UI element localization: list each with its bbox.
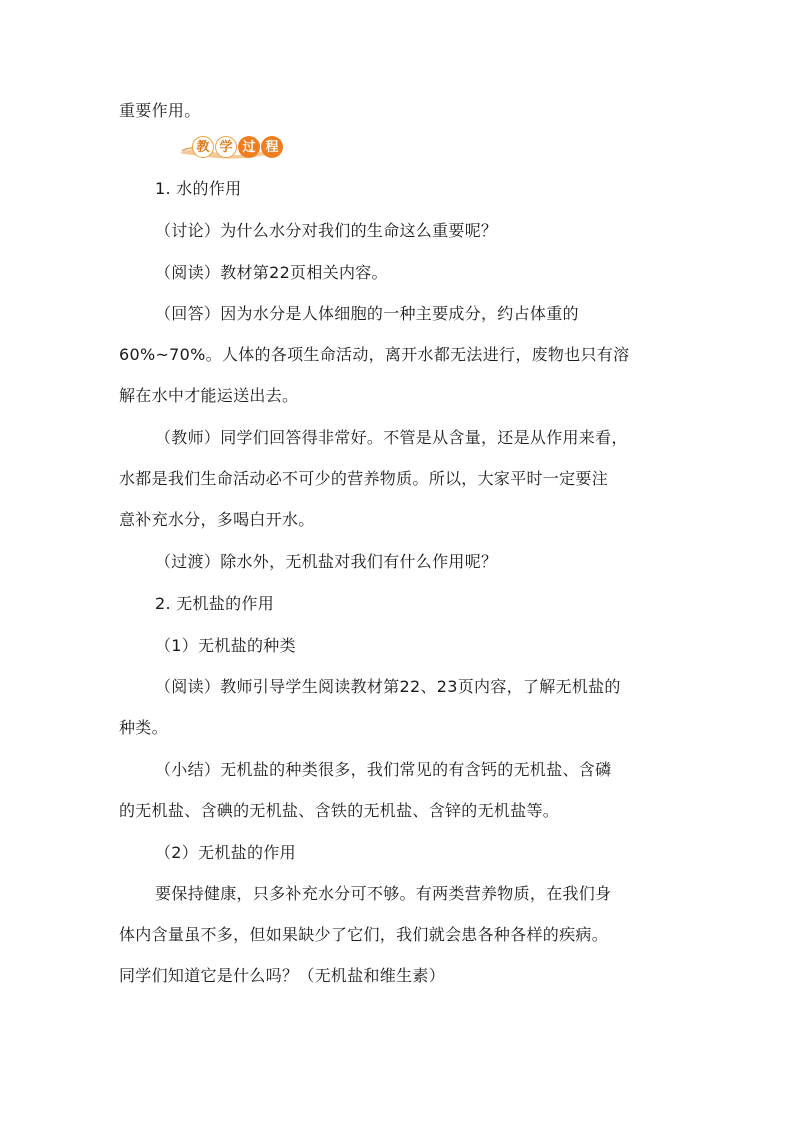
badge-char: 学	[215, 136, 237, 158]
text-line: 要保持健康，只多补充水分可不够。有两类营养物质，在我们身	[155, 884, 612, 903]
text-line: （小结）无机盐的种类很多，我们常见的有含钙的无机盐、含磷	[155, 760, 612, 779]
text-line: 60%~70%。人体的各项生命活动，离开水都无法进行，废物也只有溶	[119, 345, 630, 364]
text-line: 同学们知道它是什么吗？（无机盐和维生素）	[119, 966, 446, 985]
text-line: （教师）同学们回答得非常好。不管是从含量，还是从作用来看，	[155, 428, 628, 447]
text-line: 的无机盐、含碘的无机盐、含铁的无机盐、含锌的无机盐等。	[119, 801, 560, 820]
text-line: 水都是我们生命活动必不可少的营养物质。所以，大家平时一定要注	[119, 469, 609, 488]
text-line: 解在水中才能运送出去。	[119, 386, 299, 405]
text-line: 体内含量虽不多，但如果缺少了它们，我们就会患各种各样的疾病。	[119, 925, 609, 944]
text-line: （阅读）教材第22页相关内容。	[155, 263, 388, 282]
section-badge	[178, 133, 280, 161]
text-line: （过渡）除水外，无机盐对我们有什么作用呢？	[155, 552, 498, 571]
badge-char: 程	[261, 136, 283, 158]
badge-char: 过	[238, 136, 260, 158]
subsection-heading: （2）无机盐的作用	[155, 843, 296, 862]
text-line: （回答）因为水分是人体细胞的一种主要成分，约占体重的	[155, 304, 579, 323]
text-line: （阅读）教师引导学生阅读教材第22、23页内容，了解无机盐的	[155, 677, 621, 696]
text-line: 重要作用。	[119, 101, 201, 120]
text-line: 种类。	[119, 718, 168, 737]
section-heading: 2. 无机盐的作用	[155, 594, 275, 613]
subsection-heading: （1）无机盐的种类	[155, 636, 296, 655]
text-line: 意补充水分，多喝白开水。	[119, 510, 315, 529]
badge-char: 教	[192, 136, 214, 158]
text-line: （讨论）为什么水分对我们的生命这么重要呢？	[155, 221, 498, 240]
section-heading: 1. 水的作用	[155, 179, 242, 198]
